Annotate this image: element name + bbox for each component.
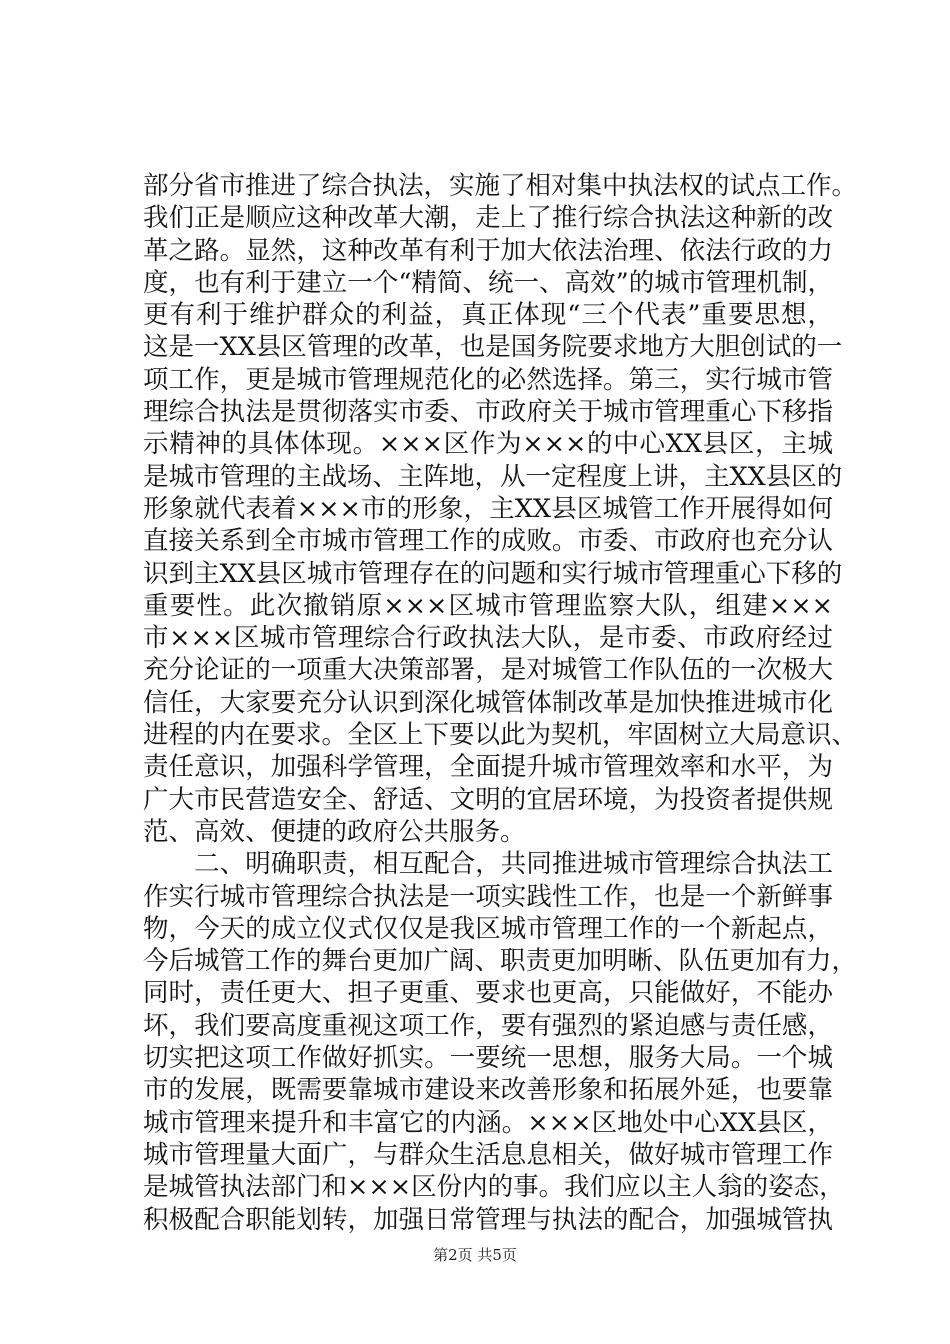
text-line: 直接关系到全市城市管理工作的成败。市委、市政府也充分认 [143, 526, 833, 557]
text-line: 城市管理量大面广，与群众生活息息相关，做好城市管理工作 [143, 1139, 833, 1170]
text-line: 市×××区城市管理综合行政执法大队，是市委、市政府经过 [143, 623, 833, 654]
text-line: 我们正是顺应这种改革大潮，走上了推行综合执法这种新的改 [143, 203, 833, 234]
text-line: 识到主XX县区城市管理存在的问题和实行城市管理重心下移的 [143, 558, 843, 589]
text-line: 是城市管理的主战场、主阵地，从一定程度上讲，主XX县区的 [143, 461, 843, 492]
text-line: 切实把这项工作做好抓实。一要统一思想，服务大局。一个城 [143, 1043, 833, 1074]
page-footer: 第2页 共5页 [433, 1246, 517, 1264]
text-line: 示精神的具体体现。×××区作为×××的中心XX县区，主城 [143, 429, 833, 460]
text-line: 坏，我们要高度重视这项工作，要有强烈的紧迫感与责任感， [143, 1010, 833, 1041]
text-line: 部分省市推进了综合执法，实施了相对集中执法权的试点工作。 [143, 171, 858, 201]
text-line: 责任意识，加强科学管理，全面提升城市管理效率和水平，为 [143, 752, 833, 783]
text-line: 市的发展，既需要靠城市建设来改善形象和拓展外延，也要靠 [143, 1075, 833, 1106]
text-line: 是城管执法部门和×××区份内的事。我们应以主人翁的姿态， [143, 1172, 845, 1203]
text-line: 进程的内在要求。全区上下要以此为契机，牢固树立大局意识、 [143, 720, 858, 751]
text-line: 革之路。显然，这种改革有利于加大依法治理、依法行政的力 [143, 235, 833, 266]
text-line: 作实行城市管理综合执法是一项实践性工作，也是一个新鲜事 [143, 881, 833, 912]
text-line: 二、明确职责，相互配合，共同推进城市管理综合执法工 [143, 849, 833, 880]
text-line: 理综合执法是贯彻落实市委、市政府关于城市管理重心下移指 [143, 397, 833, 428]
text-line: 范、高效、便捷的政府公共服务。 [143, 816, 526, 847]
text-line: 更有利于维护群众的利益，真正体现“三个代表”重要思想， [143, 300, 833, 331]
text-line: 广大市民营造安全、舒适、文明的宜居环境，为投资者提供规 [143, 784, 833, 815]
text-line: 物，今天的成立仪式仅仅是我区城市管理工作的一个新起点， [143, 913, 833, 944]
text-line: 这是一XX县区管理的改革，也是国务院要求地方大胆创试的一 [143, 332, 843, 363]
text-line: 重要性。此次撤销原×××区城市管理监察大队，组建××× [143, 590, 833, 621]
text-line: 同时，责任更大、担子更重、要求也更高，只能做好，不能办 [143, 978, 833, 1009]
body-text [143, 170, 858, 1236]
text-line: 项工作，更是城市管理规范化的必然选择。第三，实行城市管 [143, 364, 833, 395]
text-line: 充分论证的一项重大决策部署，是对城管工作队伍的一次极大 [143, 655, 833, 686]
text-line: 积极配合职能划转，加强日常管理与执法的配合，加强城管执 [143, 1204, 833, 1235]
text-line: 今后城管工作的舞台更加广阔、职责更加明晰、队伍更加有力， [143, 946, 858, 977]
text-line: 度，也有利于建立一个“精简、统一、高效”的城市管理机制， [143, 267, 833, 298]
text-line: 城市管理来提升和丰富它的内涵。×××区地处中心XX县区， [143, 1107, 833, 1138]
text-line: 信任，大家要充分认识到深化城管体制改革是加快推进城市化 [143, 687, 833, 718]
text-line: 形象就代表着×××市的形象，主XX县区城管工作开展得如何 [143, 493, 833, 524]
